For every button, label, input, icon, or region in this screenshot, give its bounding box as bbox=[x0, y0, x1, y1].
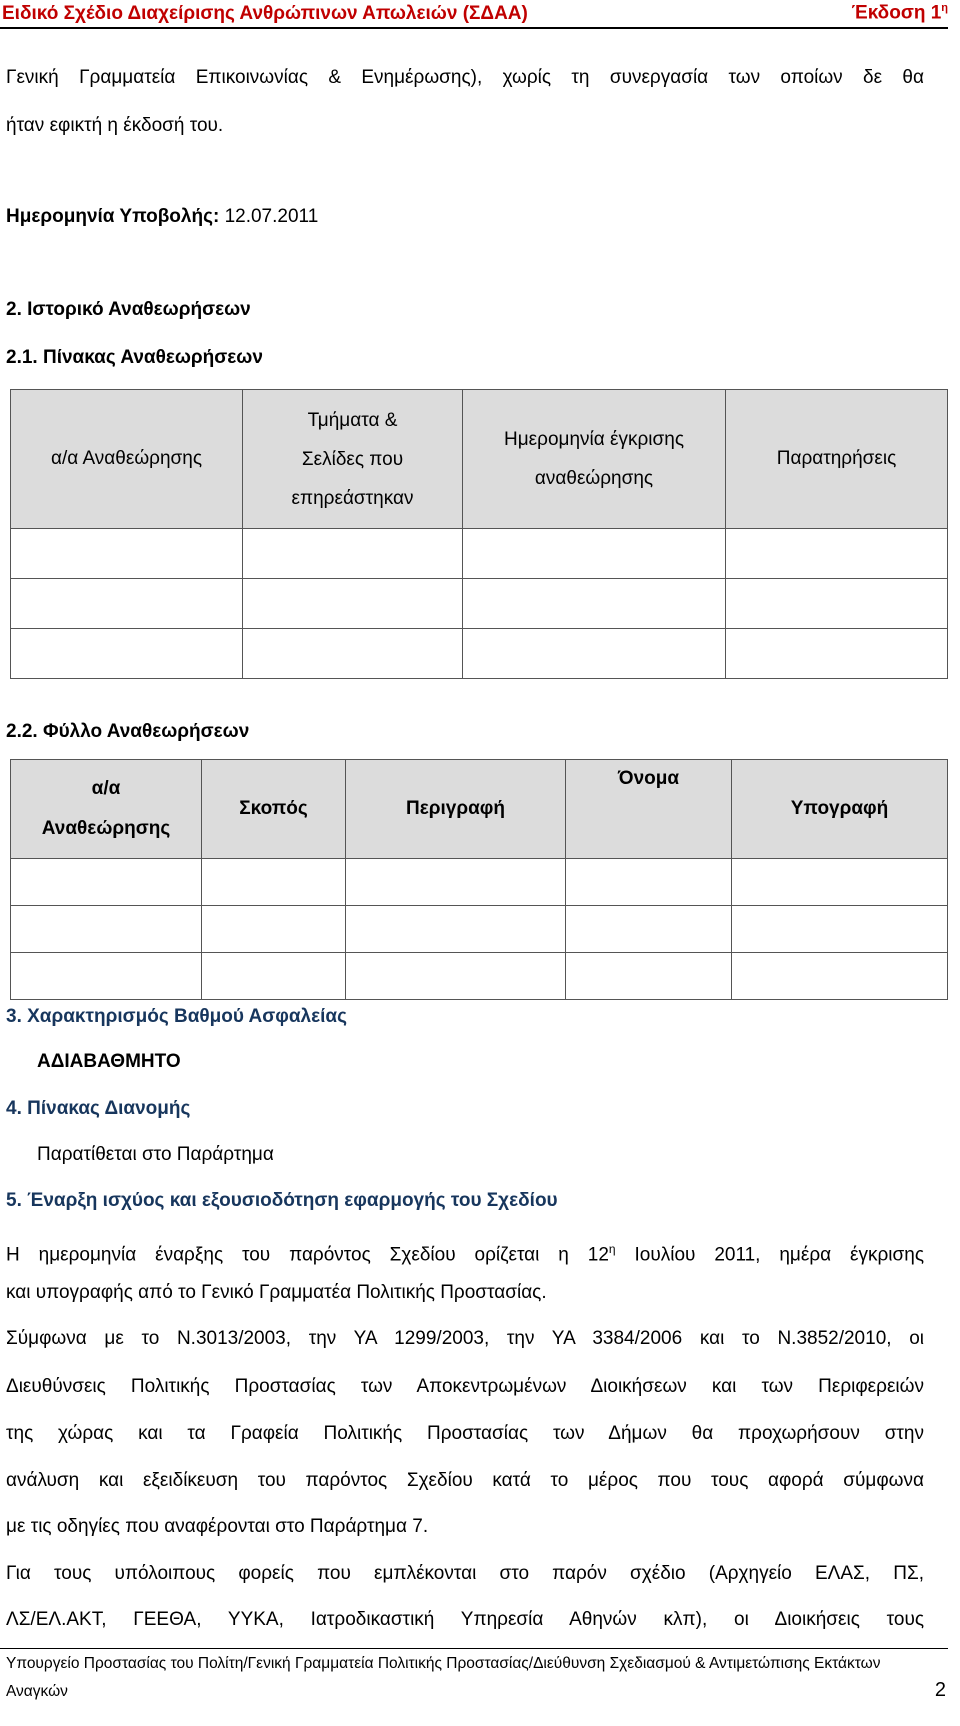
section-5-p3-line2: ΛΣ/ΕΛ.ΑΚΤ, ΓΕΕΘΑ, ΥΥΚΑ, Ιατροδικαστική Υπηρεσία Αθηνών κλπ), οι Διοικήσεις τους bbox=[6, 1609, 924, 1630]
intro-line-2: ήταν εφικτή η έκδοσή του. bbox=[6, 115, 224, 136]
header-cell: Ημερομηνία έγκρισης αναθεώρησης bbox=[463, 390, 726, 529]
section-5-p1-line2: και υπογραφής από το Γενικό Γραμματέα Πολιτικής Προστασίας. bbox=[6, 1282, 547, 1303]
header-cell: α/α Αναθεώρησης bbox=[11, 390, 243, 529]
edition-label bbox=[852, 2, 948, 24]
section-5-p2-line4: ανάλυση και εξειδίκευση του παρόντος Σχεδίου κατά το μέρος που τους αφορά σύμφωνα bbox=[6, 1470, 924, 1491]
edition-text: Έκδοση 1 bbox=[851, 2, 942, 24]
section-3-heading: 3. Χαρακτηρισμός Βαθμού Ασφαλείας bbox=[6, 1006, 347, 1027]
footer-line-1: Υπουργείο Προστασίας του Πολίτη/Γενική Γραμματεία Πολιτικής Προστασίας/Διεύθυνση Σχεδιασμού & Αντιμετώπισης Εκτάκτων bbox=[6, 1655, 881, 1672]
section-5-p2-line2: Διευθύνσεις Πολιτικής Προστασίας των Αποκεντρωμένων Διοικήσεων και των Περιφερειών bbox=[6, 1376, 924, 1397]
distribution-value: Παρατίθεται στο Παράρτημα bbox=[37, 1144, 274, 1165]
header-cell: Περιγραφή bbox=[346, 760, 566, 859]
header-cell: Τμήματα & Σελίδες που επηρεάστηκαν bbox=[243, 390, 463, 529]
table-row bbox=[11, 579, 948, 629]
table-row bbox=[11, 953, 948, 1000]
p1-sup: η bbox=[608, 1242, 616, 1256]
section-5-p3-line1: Για τους υπόλοιπους φορείς που εμπλέκονται στο παρόν σχέδιο (Αρχηγείο ΕΛΑΣ, ΠΣ, bbox=[6, 1563, 924, 1584]
page-footer bbox=[0, 1648, 948, 1701]
section-2-heading: 2. Ιστορικό Αναθεωρήσεων bbox=[6, 299, 251, 320]
submission-date-line bbox=[6, 205, 318, 229]
section-5-heading: 5. Έναρξη ισχύος και εξουσιοδότηση εφαρμογής του Σχεδίου bbox=[6, 1190, 558, 1211]
section-5-p2-line5: με τις οδηγίες που αναφέρονται στο Παράρτημα 7. bbox=[6, 1516, 429, 1537]
revisions-table bbox=[10, 389, 948, 679]
page-header bbox=[0, 0, 948, 29]
revisions-table-header bbox=[11, 390, 948, 529]
footer-line-2: Αναγκών bbox=[6, 1683, 68, 1700]
header-cell: Υπογραφή bbox=[732, 760, 948, 859]
section-5-p2-line3: της χώρας και τα Γραφεία Πολιτικής Προστασίας των Δήμων θα προχωρήσουν στην bbox=[6, 1423, 924, 1444]
classification-value: ΑΔΙΑΒΑΘΜΗΤΟ bbox=[37, 1051, 181, 1072]
section-2-1-heading: 2.1. Πίνακας Αναθεωρήσεων bbox=[6, 347, 263, 368]
revisions-sheet-header bbox=[11, 760, 948, 859]
table-row bbox=[11, 529, 948, 579]
header-cell: Παρατηρήσεις bbox=[726, 390, 948, 529]
document-title: Ειδικό Σχέδιο Διαχείρισης Ανθρώπινων Απωλειών (ΣΔΑΑ) bbox=[2, 2, 528, 24]
header-cell: α/α Αναθεώρησης bbox=[11, 760, 202, 859]
table-row bbox=[11, 629, 948, 679]
p1-text-b: Ιουλίου 2011, ημέρα έγκρισης bbox=[615, 1244, 924, 1266]
section-2-2-heading: 2.2. Φύλλο Αναθεωρήσεων bbox=[6, 721, 250, 742]
table-row bbox=[11, 859, 948, 906]
section-5-p1-line1 bbox=[6, 1237, 924, 1267]
revisions-sheet-table bbox=[10, 759, 948, 1000]
p1-text-a: Η ημερομηνία έναρξης του παρόντος Σχεδίου ορίζεται η 12 bbox=[6, 1244, 609, 1266]
table-row bbox=[11, 906, 948, 953]
section-4-heading: 4. Πίνακας Διανομής bbox=[6, 1098, 191, 1119]
section-5-p2-line1: Σύμφωνα με το Ν.3013/2003, την ΥΑ 1299/2003, την ΥΑ 3384/2006 και το Ν.3852/2010, οι bbox=[6, 1328, 924, 1349]
submission-date: 12.07.2011 bbox=[224, 206, 319, 227]
header-cell: Σκοπός bbox=[202, 760, 346, 859]
submission-label: Ημερομηνία Υποβολής: bbox=[6, 206, 220, 227]
page-number: 2 bbox=[934, 1679, 946, 1701]
header-cell: Όνομα bbox=[566, 760, 732, 859]
intro-line-1: Γενική Γραμματεία Επικοινωνίας & Ενημέρωσης), χωρίς τη συνεργασία των οποίων δε θα bbox=[6, 67, 924, 88]
edition-sup: η bbox=[941, 2, 948, 15]
